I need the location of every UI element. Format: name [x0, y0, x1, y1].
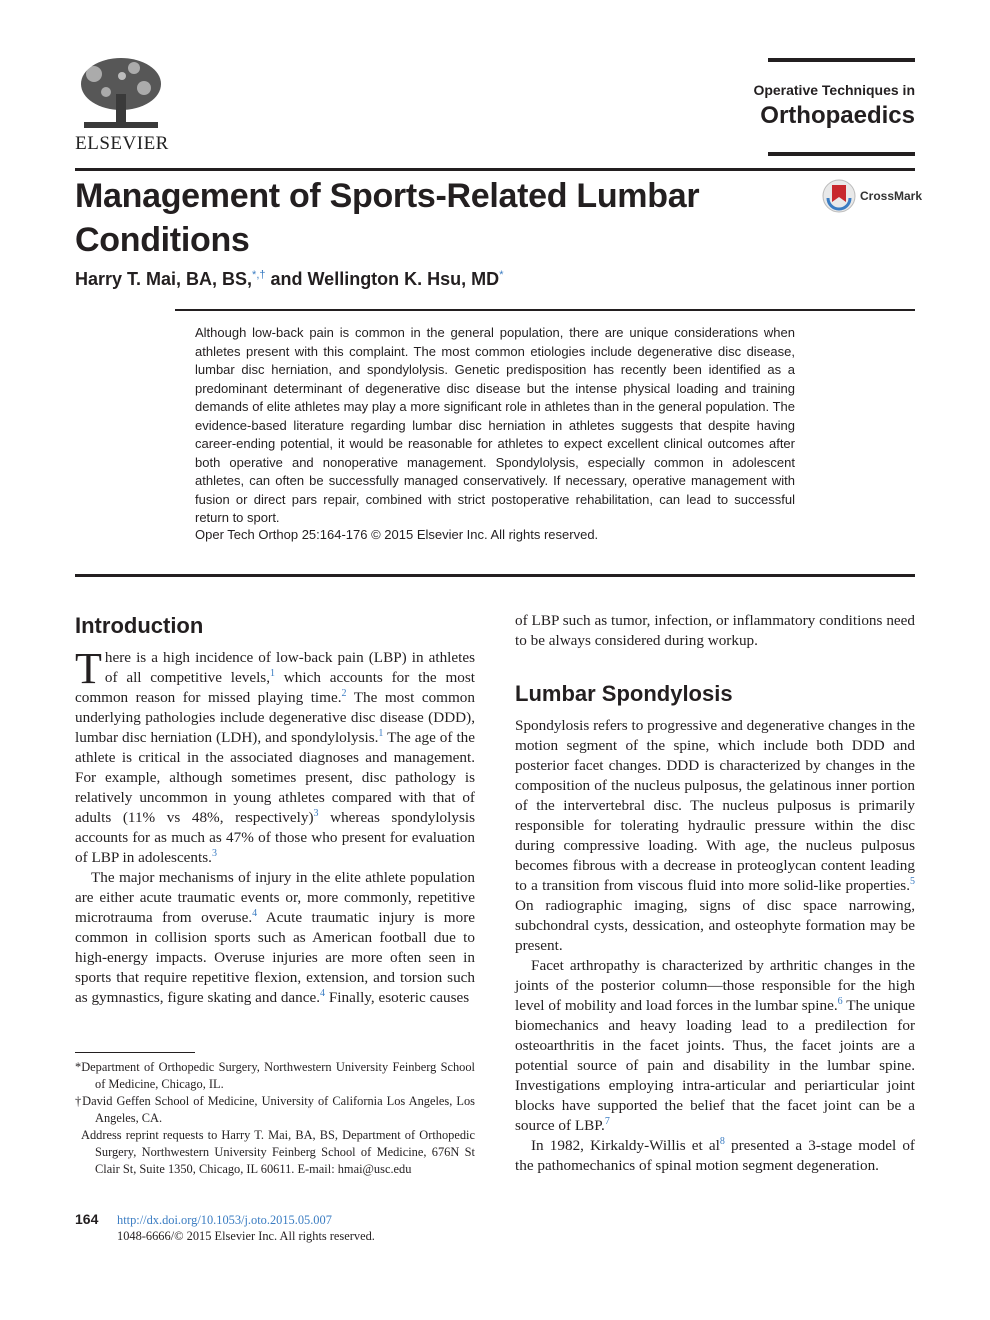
- text-run: Acute traumatic injury is more common in collision sports such as American football due to high-energy impacts. Overuse injuries are more often seen in sports that require repetitive flexion, extension, and torsion such as gymnastics, figure skating and dance.: [75, 909, 475, 1006]
- citation-ref[interactable]: 6: [837, 995, 843, 1007]
- elsevier-tree-icon: [74, 54, 168, 132]
- footnote-rule: [75, 1052, 195, 1053]
- text-run: The most common underlying pathologies include degenerative disc disease (DDD), lumbar disc herniation (LDH), and spondylolysis.: [75, 689, 475, 746]
- abstract-top-rule: [175, 309, 915, 311]
- text-run: presented a 3-stage model of the pathomechanics of spinal motion segment degeneration.: [515, 1137, 915, 1174]
- issn-copyright: 1048-6666/© 2015 Elsevier Inc. All rights reserved.: [117, 1229, 375, 1243]
- citation-ref[interactable]: 3: [211, 847, 217, 859]
- footnote-address: Address reprint requests to Harry T. Mai, BA, BS, Department of Orthopedic Surgery, Northwestern University Feinberg School of Medicine, 676N St Clair St, Suite 1350, Chicago, IL 60611. E-mail: hmai@usc.edu: [81, 1128, 475, 1176]
- text-run: The unique biomechanics and heavy loading lead to a predilection for osteoarthritis in the facet joints. Thus, the facet joints are a potential source of pain and disability in the lumbar spine. Investigations employing intra-articular and periarticular joint blocks have supported the belief that the facet joint can be a source of LBP.: [515, 997, 915, 1134]
- abstract-text: Although low-back pain is common in the general population, there are unique considerations when athletes present with this complaint. The most common etiologies include degenerative disc disease, lumbar disc herniation, and spondylolysis. Genetic predisposition has recently been identified as a predominant determinant of degenerative disc disease but the intense physical loading and training demands of elite athletes may play a more significant role in athletes than in the general population. The evidence-based literature regarding lumbar disc herniation in athletes suggests that despite having career-ending potential, it would be reasonable for athletes to expect excellent clinical outcomes after both operative and nonoperative management. Spondylolysis, especially common in adolescent athletes, can often be successfully managed conservatively. If necessary, operative management with fusion or direct pars repair, combined with strict postoperative rehabilitation, can lead to successful return to sport.: [195, 325, 795, 525]
- intro-continued: of LBP such as tumor, infection, or inflammatory conditions need to be always considered during workup.: [515, 612, 915, 649]
- citation-ref[interactable]: 1: [378, 727, 384, 739]
- author-2: and Wellington K. Hsu, MD: [265, 269, 500, 289]
- citation-ref[interactable]: 1: [270, 667, 276, 679]
- right-column-continued: [515, 611, 915, 651]
- page-number: 164: [75, 1211, 99, 1227]
- text-run: Spondylosis refers to progressive and degenerative changes in the motion segment of the spine, which include both DDD and posterior facet changes. DDD is characterized by changes in the composition of the nucleus pulposus, the gelatinous inner portion of the intervertebral disc. The nucleus pulposus is primarily responsible for tolerating hydraulic pressure within the disc during compressive loading. With age, the nucleus pulposus becomes fibrous with a decrease in proteoglycan content leading to a transition from viscous fluid into more solid-like properties.: [515, 717, 915, 894]
- author-1-affiliation-marks[interactable]: *,†: [252, 269, 266, 281]
- section-heading-lumbar-spondylosis: Lumbar Spondylosis: [515, 681, 733, 706]
- journal-kicker: Operative Techniques in: [753, 82, 915, 98]
- citation-ref[interactable]: 5: [910, 875, 915, 887]
- crossmark-label: CrossMark: [860, 189, 923, 203]
- citation-ref[interactable]: 7: [604, 1115, 610, 1127]
- lumbar-paragraph-2: [515, 956, 915, 1136]
- abstract-citation: Oper Tech Orthop 25:164-176 © 2015 Elsevier Inc. All rights reserved.: [195, 527, 599, 542]
- citation-ref[interactable]: 4: [252, 907, 258, 919]
- article-title: Management of Sports-Related Lumbar Conditions: [75, 177, 700, 259]
- author-2-affiliation-marks[interactable]: *: [499, 269, 504, 281]
- elsevier-logo: [74, 54, 170, 158]
- right-column: [515, 716, 915, 1176]
- text-run: On radiographic imaging, signs of disc space narrowing, subchondral cysts, dessication, and osteophyte formation may be present.: [515, 897, 915, 954]
- text-run: which accounts for the most common reason for missed playing time.: [75, 669, 476, 706]
- lumbar-paragraph-3: [515, 1136, 915, 1176]
- abstract: [195, 324, 795, 528]
- publisher-name: ELSEVIER: [75, 133, 169, 154]
- footnote-affiliation-1: *Department of Orthopedic Surgery, Northwestern University Feinberg School of Medicine, Chicago, IL.: [75, 1060, 475, 1091]
- intro-paragraph-2: [75, 868, 475, 1008]
- citation-ref[interactable]: 3: [313, 807, 319, 819]
- header-divider: [75, 168, 915, 171]
- drop-cap: T: [75, 644, 102, 693]
- text-run: whereas spondylolysis accounts for as much as 47% of those who present for evaluation of LBP in adolescents.: [75, 809, 475, 866]
- journal-rule-bottom: [768, 152, 915, 156]
- citation-ref[interactable]: 4: [320, 987, 326, 999]
- lumbar-paragraph-1: [515, 716, 915, 956]
- crossmark-icon: [822, 178, 856, 214]
- doi-link[interactable]: http://dx.doi.org/10.1053/j.oto.2015.05.007: [117, 1213, 332, 1227]
- footnote-affiliation-2: †David Geffen School of Medicine, University of California Los Angeles, Los Angeles, CA.: [75, 1094, 475, 1125]
- text-run: here is a high incidence of low-back pain (LBP) in athletes of all competitive levels,: [104, 649, 475, 686]
- text-run: In 1982, Kirkaldy-Willis et al: [531, 1137, 720, 1154]
- author-1: Harry T. Mai, BA, BS,: [75, 269, 253, 289]
- journal-rule-top: [768, 58, 915, 62]
- text-run: Facet arthropathy is characterized by arthritic changes in the joints of the posterior column—those responsible for the high level of mobility and load forces in the lumbar spine.: [515, 957, 915, 1014]
- abstract-bottom-rule: [75, 574, 915, 577]
- author-line: [75, 269, 503, 290]
- citation-ref[interactable]: 2: [341, 687, 347, 699]
- citation-ref[interactable]: 8: [719, 1135, 725, 1147]
- text-run: The age of the athlete is critical in the associated diagnoses and management. For example, although sometimes present, disc pathology is relatively uncommon in young athletes compared with that of adults (11% vs 48%, respectively): [75, 729, 476, 826]
- journal-name: Orthopaedics: [760, 102, 915, 129]
- text-run: Finally, esoteric causes: [325, 989, 470, 1006]
- intro-paragraph-1: [75, 644, 476, 868]
- left-column: [75, 644, 476, 1008]
- text-run: The major mechanisms of injury in the elite athlete population are either acute traumatic events or, more commonly, repetitive microtrauma from overuse.: [75, 869, 475, 926]
- crossmark-badge[interactable]: [822, 178, 922, 214]
- footnotes: [75, 1059, 475, 1178]
- section-heading-introduction: Introduction: [75, 613, 204, 638]
